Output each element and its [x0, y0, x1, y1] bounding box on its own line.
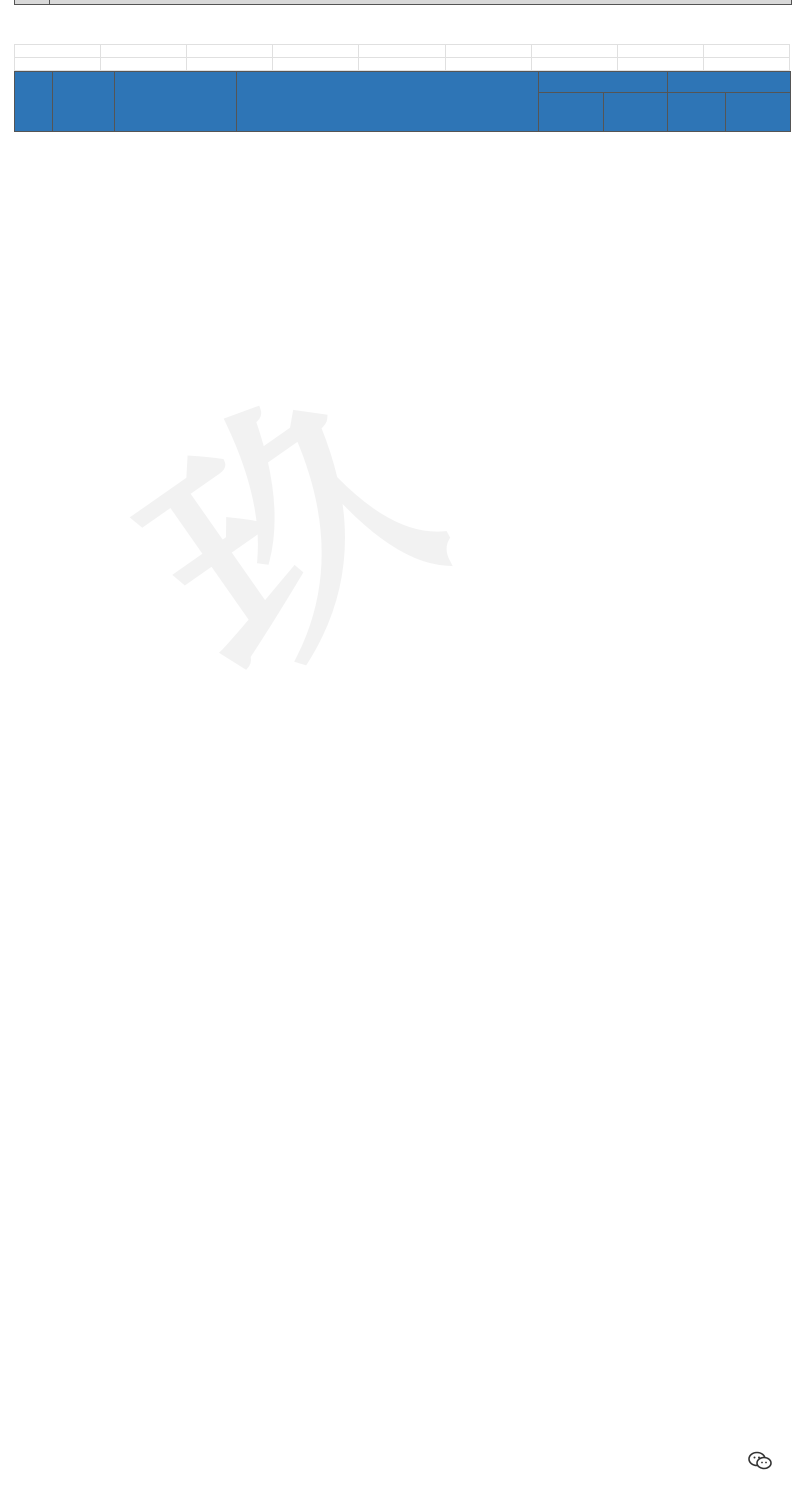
- header-flow: [237, 72, 539, 132]
- notes-label: [15, 0, 50, 4]
- page-title: [0, 0, 804, 44]
- header-plate-oneticket: [539, 93, 604, 132]
- price-table: [14, 71, 791, 132]
- watermark-stamp: 玖: [99, 336, 487, 734]
- header-region: [115, 72, 237, 132]
- notes-body: [50, 0, 791, 4]
- header-bar: [668, 72, 791, 93]
- header-bar-baogan: [726, 93, 791, 132]
- notes-section: [14, 0, 792, 5]
- blank-grid: [14, 44, 790, 71]
- header-plate: [539, 72, 668, 93]
- header-scope: [53, 72, 115, 132]
- brand: [748, 1451, 778, 1476]
- wechat-icon: [748, 1451, 772, 1476]
- header-plate-baogan: [604, 93, 668, 132]
- header-seq: [15, 72, 53, 132]
- header-bar-oneticket: [668, 93, 726, 132]
